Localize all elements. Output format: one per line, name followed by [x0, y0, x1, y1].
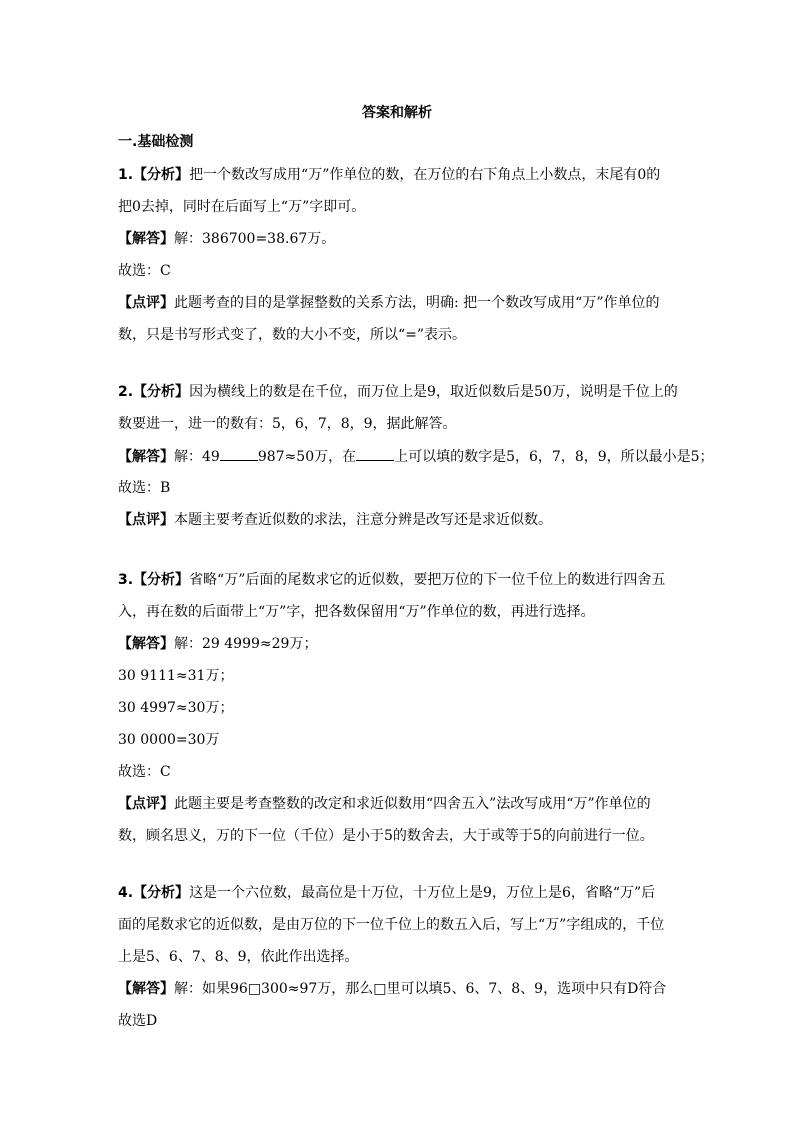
- q1-comment-label: 【点评】: [118, 295, 174, 311]
- fill-in-blank: [356, 446, 394, 461]
- q1-choice: 故选：C: [118, 263, 171, 279]
- q3-label: 3.【分析】: [118, 572, 190, 588]
- q2-analysis-cont: 数要进一，进一的数有：5，6，7，8，9，据此解答。: [118, 416, 457, 432]
- q2-answer-part-b: 987≈50万，在: [257, 449, 357, 465]
- fill-in-blank: [220, 446, 258, 461]
- q1-answer-text: 解：386700=38.67万。: [174, 231, 336, 247]
- q1-analysis: [118, 165, 660, 185]
- q4-analysis-cont-2: 上是5、6、7、8、9，依此作出选择。: [118, 949, 359, 965]
- page-title: 答案和解析: [362, 105, 432, 121]
- q4-analysis-cont: 面的尾数求它的近似数，是由万位的下一位千位上的数五入后，写上“万”字组成的，千位: [118, 917, 665, 933]
- q4-analysis: [118, 883, 655, 903]
- q3-answer-line-2: 30 9111≈31万；: [118, 668, 234, 684]
- q1-analysis-text: 把一个数改写成用“万”作单位的数，在万位的右下角点上小数点，末尾有0的: [189, 167, 661, 183]
- q2-comment-text: 本题主要考查近似数的求法，注意分辨是改写还是求近似数。: [174, 512, 552, 528]
- q2-answer-label: 【解答】: [118, 449, 174, 465]
- q3-choice: 故选：C: [118, 764, 171, 780]
- section-heading: 一.基础检测: [118, 134, 194, 150]
- q1-comment-text: 此题考查的目的是掌握整数的关系方法，明确: 把一个数改写成用“万”作单位的: [174, 295, 660, 311]
- q3-analysis-cont: 入，再在数的后面带上“万”字，把各数保留用“万”作单位的数，再进行选择。: [118, 604, 595, 620]
- q3-answer-line-4: 30 0000=30万: [118, 732, 220, 748]
- q3-answer-line-3: 30 4997≈30万；: [118, 700, 234, 716]
- q2-answer-part-a: 解：49: [174, 449, 220, 465]
- q3-answer: [118, 634, 317, 654]
- q3-analysis-text: 省略“万”后面的尾数求它的近似数，要把万位的下一位千位上的数进行四舍五: [189, 572, 666, 588]
- q3-comment: [118, 794, 651, 814]
- q1-analysis-cont: 把0去掉，同时在后面写上“万”字即可。: [118, 199, 366, 215]
- q4-label: 4.【分析】: [118, 885, 190, 901]
- q1-answer-label: 【解答】: [118, 231, 174, 247]
- q4-answer-text: 解：如果96□300≈97万，那么□里可以填5、6、7、8、9，选项中只有D符合: [174, 981, 667, 997]
- q2-analysis-text: 因为横线上的数是在千位，而万位上是9，取近似数后是50万，说明是千位上的: [189, 384, 678, 400]
- q4-analysis-text: 这是一个六位数，最高位是十万位，十万位上是9，万位上是6，省略“万”后: [189, 885, 656, 901]
- q2-comment-label: 【点评】: [118, 512, 174, 528]
- q4-answer: [118, 979, 666, 999]
- q3-answer-label: 【解答】: [118, 636, 174, 652]
- q1-answer: [118, 229, 335, 249]
- q3-answer-text: 解：29 4999≈29万；: [174, 636, 318, 652]
- q2-analysis: [118, 382, 678, 402]
- q3-comment-label: 【点评】: [118, 796, 174, 812]
- q4-choice: 故选D: [118, 1013, 158, 1029]
- q3-comment-text: 此题主要是考查整数的改定和求近似数用“四舍五入”法改写成用“万”作单位的: [174, 796, 651, 812]
- q3-analysis: [118, 570, 665, 590]
- q2-choice: 故选：B: [118, 480, 171, 496]
- q3-comment-cont: 数，顾名思义，万的下一位（千位）是小于5的数舍去，大于或等于5的向前进行一位。: [118, 828, 654, 844]
- q2-answer-part-c: 上可以填的数字是5，6，7，8，9，所以最小是5；: [394, 449, 714, 465]
- q2-comment: [118, 510, 552, 530]
- q2-label: 2.【分析】: [118, 384, 190, 400]
- q1-label: 1.【分析】: [118, 167, 190, 183]
- q1-comment-cont: 数，只是书写形式变了，数的大小不变，所以“=”表示。: [118, 327, 467, 343]
- q4-answer-label: 【解答】: [118, 981, 174, 997]
- q1-comment: [118, 293, 659, 313]
- q2-answer: [118, 446, 714, 467]
